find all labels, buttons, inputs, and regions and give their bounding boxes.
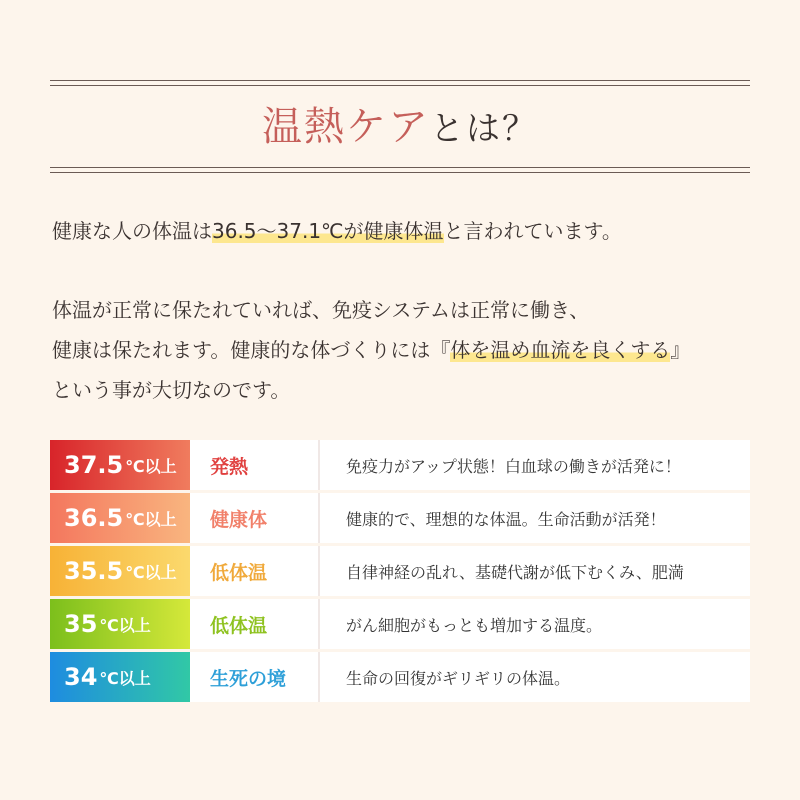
body-paragraph (52, 290, 690, 410)
temp-cell (50, 493, 190, 543)
body-highlight: 体を温め血流を良くする (450, 338, 671, 362)
intro-paragraph (52, 211, 622, 251)
status-description: 自律神経の乱れ、基礎代謝が低下むくみ、肥満 (320, 546, 750, 596)
temp-cell (50, 546, 190, 596)
body-line-2b: 』 (670, 338, 691, 362)
bottom-rule-1 (50, 167, 750, 168)
temp-cell (50, 652, 190, 702)
body-line-2 (52, 330, 690, 370)
temp-unit: ℃以上 (125, 562, 177, 582)
table-row (50, 652, 750, 702)
status-label: 生死の境 (190, 652, 320, 702)
temp-unit: ℃以上 (99, 615, 151, 635)
temp-value: 35 (64, 610, 98, 638)
status-description: 健康的で、理想的な体温。生命活動が活発！ (320, 493, 750, 543)
temp-value: 34 (64, 663, 98, 691)
status-label: 低体温 (190, 546, 320, 596)
title-highlight: 温熱ケア (262, 104, 430, 150)
temp-unit: ℃以上 (99, 668, 151, 688)
temp-value: 35.5 (64, 557, 124, 585)
temp-value: 36.5 (64, 504, 124, 532)
intro-highlight: 36.5～37.1℃が健康体温 (212, 219, 444, 243)
title-rest: とは？ (430, 109, 538, 149)
top-rule-1 (50, 80, 750, 81)
temp-cell (50, 599, 190, 649)
body-line-2a: 健康は保たれます。健康的な体づくりには『 (52, 338, 451, 362)
intro-text-b: と言われています。 (443, 219, 622, 243)
table-row (50, 546, 750, 596)
temperature-table (50, 440, 750, 705)
status-label: 健康体 (190, 493, 320, 543)
table-row (50, 493, 750, 543)
status-label: 低体温 (190, 599, 320, 649)
table-row (50, 440, 750, 490)
status-description: 生命の回復がギリギリの体温。 (320, 652, 750, 702)
bottom-rule-2 (50, 172, 750, 173)
intro-text-a: 健康な人の体温は (52, 219, 212, 243)
table-row (50, 599, 750, 649)
temp-value: 37.5 (64, 451, 124, 479)
top-rule-2 (50, 85, 750, 86)
body-line-3: という事が大切なのです。 (52, 378, 291, 402)
status-description: 免疫力がアップ状態！白血球の働きが活発に！ (320, 440, 750, 490)
temp-unit: ℃以上 (125, 509, 177, 529)
status-description: がん細胞がもっとも増加する温度。 (320, 599, 750, 649)
temp-cell (50, 440, 190, 490)
temp-unit: ℃以上 (125, 456, 177, 476)
body-line-1: 体温が正常に保たれていれば、免疫システムは正常に働き、 (52, 298, 590, 322)
page-title (50, 92, 750, 162)
status-label: 発熱 (190, 440, 320, 490)
